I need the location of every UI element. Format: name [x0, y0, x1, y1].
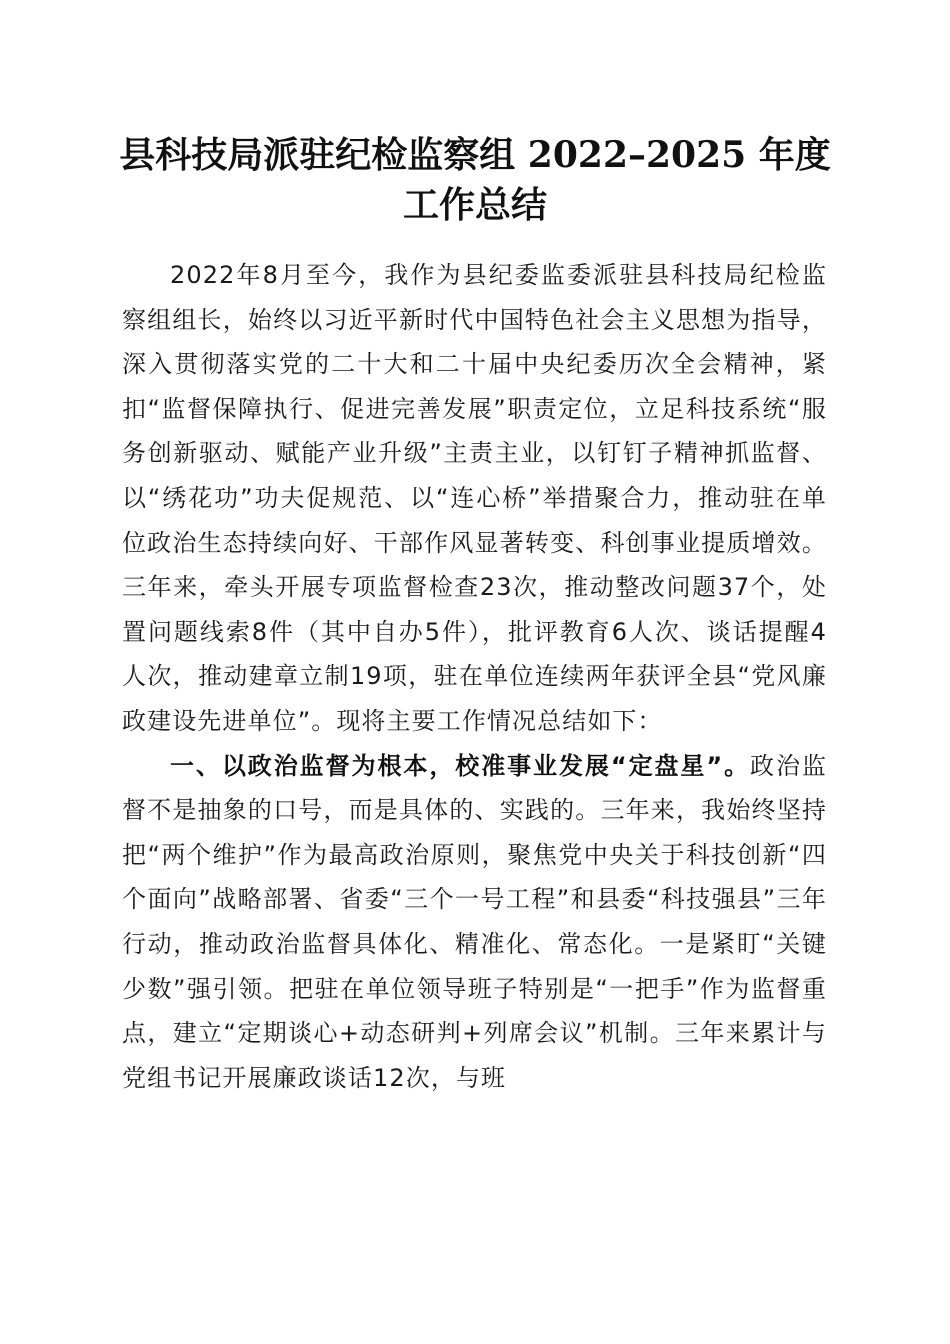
section-one-paragraph: [122, 744, 827, 1101]
section-one-text: 政治监督不是抽象的口号，而是具体的、实践的。三年来，我始终坚持把“两个维护”作为最高政治原则，聚焦党中央关于科技创新“四个面向”战略部署、省委“三个一号工程”和县委“科技强县”三年行动，推动政治监督具体化、精准化、常态化。一是紧盯“关键少数”强引领。把驻在单位领导班子特别是“一把手”作为监督重点，建立“定期谈心+动态研判+列席会议”机制。三年来累计与党组书记开展廉政谈话12次，与班: [122, 751, 827, 1092]
intro-paragraph: [122, 253, 827, 744]
document-title: 县科技局派驻纪检监察组 2022–2025 年度工作总结: [119, 134, 831, 226]
section-one-heading: 一、以政治监督为根本，校准事业发展“定盘星”。: [170, 751, 751, 780]
intro-paragraph-text: 2022年8月至今，我作为县纪委监委派驻县科技局纪检监察组组长，始终以习近平新时代中国特色社会主义思想为指导，深入贯彻落实党的二十大和二十届中央纪委历次全会精神，紧扣“监督保障执行、促进完善发展”职责定位，立足科技系统“服务创新驱动、赋能产业升级”主责主业，以钉钉子精神抓监督、以“绣花功”功夫促规范、以“连心桥”举措聚合力，推动驻在单位政治生态持续向好、干部作风显著转变、科创事业提质增效。三年来，牵头开展专项监督检查23次，推动整改问题37个，处置问题线索8件（其中自办5件），批评教育6人次、谈话提醒4人次，推动建章立制19项，驻在单位连续两年获评全县“党风廉政建设先进单位”。现将主要工作情况总结如下：: [122, 261, 827, 735]
document-body: [122, 253, 827, 1100]
